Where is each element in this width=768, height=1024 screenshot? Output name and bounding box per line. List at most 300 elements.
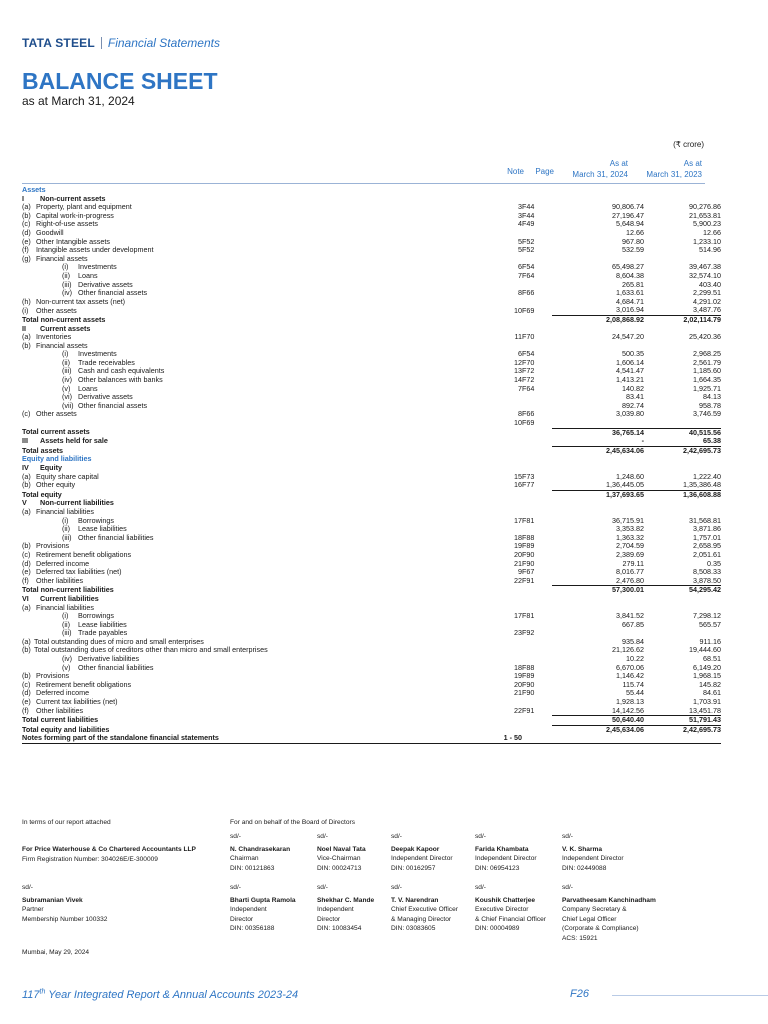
value-2023: 12.66 bbox=[703, 228, 721, 237]
row-text: Other assets bbox=[36, 306, 77, 315]
value-2023: 0.35 bbox=[707, 559, 721, 568]
row-label bbox=[22, 464, 492, 473]
sd-mark: sd/- bbox=[475, 833, 486, 840]
section-number: II bbox=[22, 324, 26, 333]
value-2023: 2,658.95 bbox=[693, 542, 721, 551]
table-row bbox=[22, 577, 721, 586]
signatory-extra: ACS: 15921 bbox=[562, 934, 598, 942]
signatory-role: Independent Director bbox=[562, 855, 624, 863]
row-text: Provisions bbox=[36, 672, 70, 681]
value-2023 bbox=[644, 455, 721, 464]
signatory bbox=[317, 883, 374, 934]
value-2023 bbox=[644, 186, 721, 195]
value-2023: 2,02,114.79 bbox=[644, 315, 721, 324]
sd-mark: sd/- bbox=[391, 833, 402, 840]
row-marker: (b) bbox=[22, 646, 31, 655]
value-2023: 21,653.81 bbox=[689, 211, 721, 220]
row-text: Deferred income bbox=[36, 689, 90, 698]
page-cell: F64 bbox=[522, 271, 535, 280]
signatory-din: DIN: 03083605 bbox=[391, 925, 436, 933]
header-section: Financial Statements bbox=[107, 36, 220, 50]
value-2024: 5,648.94 bbox=[616, 220, 644, 229]
row-text: Current tax liabilities (net) bbox=[36, 698, 118, 707]
value-2023: 1,925.71 bbox=[693, 384, 721, 393]
note-cell: 3 bbox=[518, 211, 522, 220]
page-cell: F69 bbox=[522, 306, 535, 315]
note-cell: 1 - 50 bbox=[492, 734, 522, 743]
page-title: BALANCE SHEET bbox=[22, 68, 218, 94]
row-label bbox=[22, 534, 492, 543]
page-cell: F70 bbox=[522, 333, 535, 342]
value-2024: 83.41 bbox=[626, 393, 644, 402]
row-label bbox=[22, 186, 492, 195]
row-label bbox=[22, 272, 492, 281]
table-row bbox=[22, 646, 721, 655]
table-row bbox=[22, 186, 721, 195]
section-number: III bbox=[22, 437, 28, 446]
value-2024: 2,45,634.06 bbox=[552, 725, 644, 734]
note-cell bbox=[492, 255, 522, 264]
row-label bbox=[22, 646, 492, 655]
table-row bbox=[22, 306, 721, 315]
row-marker: (d) bbox=[22, 559, 31, 568]
note-cell: 10 bbox=[514, 419, 522, 428]
note-cell bbox=[492, 325, 522, 334]
note-cell: 5 bbox=[518, 246, 522, 255]
value-2023: 2,561.79 bbox=[693, 358, 721, 367]
row-text: Trade payables bbox=[78, 629, 128, 638]
value-2023: 1,185.60 bbox=[693, 367, 721, 376]
value-2024: 2,389.69 bbox=[616, 550, 644, 559]
table-row bbox=[22, 446, 721, 455]
row-text: Assets held for sale bbox=[40, 437, 108, 446]
table-row bbox=[22, 437, 721, 446]
row-label bbox=[22, 664, 492, 673]
value-2023: 84.13 bbox=[703, 393, 721, 402]
row-text: Other Intangible assets bbox=[36, 237, 110, 246]
row-marker: (e) bbox=[22, 698, 31, 707]
value-2024: 1,248.60 bbox=[616, 472, 644, 481]
row-label bbox=[22, 212, 492, 221]
row-text: Cash and cash equivalents bbox=[78, 367, 165, 376]
row-text: Financial assets bbox=[36, 341, 88, 350]
table-row bbox=[22, 734, 721, 743]
note-cell bbox=[492, 490, 522, 499]
page-cell: F49 bbox=[522, 220, 535, 229]
header-separator bbox=[101, 37, 102, 49]
row-label bbox=[22, 255, 492, 264]
row-label bbox=[22, 333, 492, 342]
row-label bbox=[22, 595, 492, 604]
value-2024: 65,498.27 bbox=[612, 263, 644, 272]
note-cell bbox=[492, 716, 522, 726]
page-cell: F54 bbox=[522, 263, 535, 272]
row-text: Loans bbox=[78, 271, 98, 280]
value-2024: 24,547.20 bbox=[612, 333, 644, 342]
page-cell: F54 bbox=[522, 350, 535, 359]
value-2023: 40,515.56 bbox=[644, 428, 721, 437]
value-2024: 8,016.77 bbox=[616, 568, 644, 577]
sd-mark: sd/- bbox=[562, 833, 573, 840]
row-text: Inventories bbox=[36, 333, 72, 342]
row-label bbox=[22, 410, 492, 419]
note-cell bbox=[492, 725, 522, 734]
row-marker: (v) bbox=[62, 384, 71, 393]
value-2023 bbox=[644, 255, 721, 264]
value-2023: 6,149.20 bbox=[693, 663, 721, 672]
table-row bbox=[22, 272, 721, 281]
value-2023: 7,298.12 bbox=[693, 612, 721, 621]
note-cell bbox=[492, 586, 522, 595]
row-text: Deferred tax liabilities (net) bbox=[36, 568, 122, 577]
signatory-din: DIN: 00024713 bbox=[317, 864, 362, 872]
row-text: Retirement benefit obligations bbox=[36, 550, 132, 559]
table-row bbox=[22, 560, 721, 569]
note-cell: 6 bbox=[518, 350, 522, 359]
row-label bbox=[22, 621, 492, 630]
page-cell bbox=[522, 638, 552, 647]
row-marker: (h) bbox=[22, 297, 31, 306]
value-2024: 967.80 bbox=[622, 237, 644, 246]
table-row bbox=[22, 464, 721, 473]
value-2024: 2,476.80 bbox=[616, 576, 644, 585]
note-cell bbox=[492, 621, 522, 630]
page-cell: F89 bbox=[522, 672, 535, 681]
table-row bbox=[22, 716, 721, 726]
value-2023: 3,871.86 bbox=[693, 525, 721, 534]
note-cell: 12 bbox=[514, 358, 522, 367]
table-row bbox=[22, 359, 721, 368]
row-text: Non-current tax assets (net) bbox=[36, 297, 126, 306]
row-label bbox=[22, 402, 492, 411]
row-label bbox=[22, 542, 492, 551]
value-2024: 500.35 bbox=[622, 350, 644, 359]
value-2023: 39,467.38 bbox=[689, 263, 721, 272]
value-2023: 54,295.42 bbox=[644, 586, 721, 595]
table-row bbox=[22, 481, 721, 490]
value-2023: 565.57 bbox=[699, 620, 721, 629]
row-marker: (iv) bbox=[62, 655, 72, 664]
report-attached-text: In terms of our report attached bbox=[22, 819, 111, 826]
signatory bbox=[562, 832, 624, 873]
value-2023: 19,444.60 bbox=[689, 646, 721, 655]
value-2024: 1,146.42 bbox=[616, 672, 644, 681]
table-row bbox=[22, 289, 721, 298]
note-cell: 15 bbox=[514, 472, 522, 481]
page-cell bbox=[522, 455, 552, 464]
page-cell: F66 bbox=[522, 289, 535, 298]
note-cell: 6 bbox=[518, 263, 522, 272]
value-2023: 1,664.35 bbox=[693, 376, 721, 385]
table-row bbox=[22, 499, 721, 508]
row-label bbox=[22, 629, 492, 638]
signatory-name: Parvatheesam Kanchinadham bbox=[562, 896, 656, 904]
value-2023: 8,508.33 bbox=[693, 568, 721, 577]
firm-registration: Firm Registration Number: 304026E/E-300009 bbox=[22, 855, 158, 863]
page-cell bbox=[522, 298, 552, 307]
row-label bbox=[22, 325, 492, 334]
table-row bbox=[22, 342, 721, 351]
row-marker: (iii) bbox=[62, 280, 72, 289]
page-cell: F72 bbox=[522, 376, 535, 385]
value-2024: 1,413.21 bbox=[616, 376, 644, 385]
note-cell: 20 bbox=[514, 680, 522, 689]
value-2024: 140.82 bbox=[622, 384, 644, 393]
page-cell bbox=[522, 716, 552, 726]
place-date: Mumbai, May 29, 2024 bbox=[22, 949, 90, 956]
value-2024 bbox=[552, 499, 644, 508]
row-text: Total outstanding dues of micro and small enterprises bbox=[34, 637, 204, 646]
column-current-line1: As at bbox=[609, 159, 628, 168]
value-2023: 2,051.61 bbox=[693, 550, 721, 559]
page-cell: F81 bbox=[522, 612, 535, 621]
page-cell bbox=[522, 621, 552, 630]
row-marker: (c) bbox=[22, 680, 31, 689]
row-label bbox=[22, 437, 492, 446]
note-cell bbox=[492, 315, 522, 324]
page-cell: F91 bbox=[522, 706, 535, 715]
page-cell: F66 bbox=[522, 410, 535, 419]
row-label bbox=[22, 604, 492, 613]
row-label bbox=[22, 367, 492, 376]
sd-mark: sd/- bbox=[317, 833, 328, 840]
section-number: I bbox=[22, 194, 24, 203]
note-cell: 9 bbox=[518, 568, 522, 577]
row-text: Other liabilities bbox=[36, 706, 84, 715]
note-cell bbox=[492, 604, 522, 613]
note-cell: 11 bbox=[514, 333, 522, 342]
table-row bbox=[22, 698, 721, 707]
row-text: Total assets bbox=[22, 446, 64, 455]
footer-report-title bbox=[22, 988, 298, 1001]
table-row bbox=[22, 473, 721, 482]
row-text: Total current assets bbox=[22, 428, 90, 437]
row-text: Non-current assets bbox=[40, 194, 106, 203]
signatory-din: DIN: 00004989 bbox=[475, 925, 520, 933]
table-row bbox=[22, 195, 721, 204]
value-2023 bbox=[644, 325, 721, 334]
value-2023: 2,299.51 bbox=[693, 289, 721, 298]
value-2023 bbox=[644, 604, 721, 613]
note-cell bbox=[492, 186, 522, 195]
table-row bbox=[22, 333, 721, 342]
signatory-name: T. V. Narendran bbox=[391, 896, 439, 904]
value-2024: 1,928.13 bbox=[616, 698, 644, 707]
column-current bbox=[556, 158, 628, 180]
table-row bbox=[22, 263, 721, 272]
note-cell bbox=[492, 428, 522, 437]
value-2023 bbox=[644, 595, 721, 604]
row-label bbox=[22, 428, 492, 437]
value-2023: 145.82 bbox=[699, 680, 721, 689]
page-cell bbox=[522, 437, 552, 446]
table-row bbox=[22, 298, 721, 307]
signatory-din: DIN: 06954123 bbox=[475, 864, 520, 872]
row-text: Borrowings bbox=[78, 612, 114, 621]
table-row bbox=[22, 246, 721, 255]
section-number: V bbox=[22, 499, 27, 508]
note-cell: 8 bbox=[518, 410, 522, 419]
table-row bbox=[22, 595, 721, 604]
value-2024 bbox=[552, 255, 644, 264]
row-text: Financial liabilities bbox=[36, 603, 94, 612]
row-label bbox=[22, 342, 492, 351]
page-cell: F90 bbox=[522, 550, 535, 559]
page-cell bbox=[522, 490, 552, 499]
value-2024: 1,633.61 bbox=[616, 289, 644, 298]
table-row bbox=[22, 672, 721, 681]
value-2024 bbox=[552, 629, 644, 638]
value-2024 bbox=[552, 464, 644, 473]
note-cell bbox=[492, 446, 522, 455]
value-2024: 279.11 bbox=[622, 559, 644, 568]
value-2024: 14,142.56 bbox=[612, 706, 644, 715]
row-text: Notes forming part of the standalone financial statements bbox=[22, 734, 219, 743]
signatory bbox=[391, 883, 458, 934]
row-marker: (b) bbox=[22, 211, 31, 220]
row-marker: (f) bbox=[22, 576, 29, 585]
note-cell bbox=[492, 525, 522, 534]
table-row bbox=[22, 455, 721, 464]
row-label bbox=[22, 499, 492, 508]
signatory-role2: Director bbox=[317, 915, 341, 923]
row-label bbox=[22, 385, 492, 394]
table-row bbox=[22, 229, 721, 238]
row-text: Lease liabilities bbox=[78, 620, 127, 629]
note-cell bbox=[492, 298, 522, 307]
page-cell: F44 bbox=[522, 203, 535, 212]
row-label bbox=[22, 734, 492, 743]
note-cell bbox=[492, 508, 522, 517]
row-label bbox=[22, 655, 492, 664]
row-marker: (a) bbox=[22, 603, 31, 612]
row-text: Investments bbox=[78, 263, 117, 272]
note-cell: 22 bbox=[514, 576, 522, 585]
value-2023 bbox=[644, 508, 721, 517]
value-2023: 2,42,695.73 bbox=[644, 446, 721, 455]
page-cell bbox=[522, 195, 552, 204]
page-cell bbox=[522, 604, 552, 613]
row-marker: (e) bbox=[22, 568, 31, 577]
note-cell: 17 bbox=[514, 612, 522, 621]
row-label bbox=[22, 681, 492, 690]
page-cell bbox=[522, 402, 552, 411]
row-marker: (f) bbox=[22, 246, 29, 255]
currency-unit: (₹ crore) bbox=[673, 140, 704, 149]
section-number: VI bbox=[22, 594, 29, 603]
note-cell: 16 bbox=[514, 481, 522, 490]
note-cell bbox=[492, 638, 522, 647]
auditor-firm: For Price Waterhouse & Co Chartered Accountants LLP bbox=[22, 846, 196, 853]
note-cell bbox=[492, 646, 522, 655]
table-row bbox=[22, 638, 721, 647]
note-cell bbox=[492, 499, 522, 508]
table-row bbox=[22, 350, 721, 359]
row-marker: (c) bbox=[22, 550, 31, 559]
row-label bbox=[22, 586, 492, 595]
page-cell: F81 bbox=[522, 516, 535, 525]
note-cell: 23 bbox=[514, 629, 522, 638]
value-2024: 6,670.06 bbox=[616, 663, 644, 672]
row-text: Derivative liabilities bbox=[78, 655, 140, 664]
page-cell bbox=[522, 734, 552, 743]
row-text: Current liabilities bbox=[40, 594, 99, 603]
page-cell bbox=[522, 255, 552, 264]
note-cell bbox=[492, 455, 522, 464]
row-text: Other equity bbox=[36, 481, 76, 490]
value-2024: 8,604.38 bbox=[616, 271, 644, 280]
value-2024: 10.22 bbox=[626, 655, 644, 664]
row-text: Assets bbox=[22, 186, 46, 194]
signatory-name: Farida Khambata bbox=[475, 845, 529, 853]
value-2023: 2,42,695.73 bbox=[644, 725, 721, 734]
row-text: Financial liabilities bbox=[36, 507, 94, 516]
value-2023: 1,968.15 bbox=[693, 672, 721, 681]
signatory-din: DIN: 00356188 bbox=[230, 925, 275, 933]
value-2024: 1,363.32 bbox=[616, 533, 644, 542]
row-text: Total outstanding dues of creditors other than micro and small enterprises bbox=[34, 646, 268, 655]
signatory-name: Shekhar C. Mande bbox=[317, 896, 375, 904]
signatory-name: V. K. Sharma bbox=[562, 845, 603, 853]
value-2024: 36,715.91 bbox=[612, 516, 644, 525]
value-2023: 1,233.10 bbox=[693, 237, 721, 246]
row-label bbox=[22, 195, 492, 204]
row-label bbox=[22, 306, 492, 315]
value-2023: 3,487.76 bbox=[693, 306, 721, 315]
page-cell bbox=[522, 186, 552, 195]
table-row bbox=[22, 725, 721, 734]
table-row bbox=[22, 612, 721, 621]
value-2023 bbox=[644, 195, 721, 204]
note-cell: 8 bbox=[518, 289, 522, 298]
table-row bbox=[22, 385, 721, 394]
row-text: Total current liabilities bbox=[22, 715, 99, 725]
row-text: Other financial assets bbox=[78, 289, 148, 298]
signatory-name: Noel Naval Tata bbox=[317, 845, 366, 853]
row-marker: (g) bbox=[22, 254, 31, 263]
note-cell bbox=[492, 393, 522, 402]
note-cell: 21 bbox=[514, 559, 522, 568]
column-note: Note bbox=[507, 167, 524, 176]
value-2024: 2,45,634.06 bbox=[552, 446, 644, 455]
value-2024: 50,640.40 bbox=[552, 716, 644, 726]
signatory-name: Bharti Gupta Ramola bbox=[230, 896, 296, 904]
auditor-block bbox=[22, 845, 196, 864]
row-text: Trade receivables bbox=[78, 358, 135, 367]
table-row bbox=[22, 393, 721, 402]
row-label bbox=[22, 229, 492, 238]
value-2023: 68.51 bbox=[703, 655, 721, 664]
row-text: Total equity bbox=[22, 490, 62, 499]
sd-mark: sd/- bbox=[317, 884, 328, 891]
note-cell bbox=[492, 195, 522, 204]
page-cell bbox=[522, 595, 552, 604]
value-2024 bbox=[552, 595, 644, 604]
table-row bbox=[22, 629, 721, 638]
page-cell: F52 bbox=[522, 246, 535, 255]
row-label bbox=[22, 517, 492, 526]
table-row bbox=[22, 586, 721, 595]
table-row bbox=[22, 689, 721, 698]
row-label bbox=[22, 246, 492, 255]
value-2024 bbox=[552, 419, 644, 428]
row-marker: (f) bbox=[22, 706, 29, 715]
signatory-role: Independent Director bbox=[475, 855, 537, 863]
table-row bbox=[22, 542, 721, 551]
value-2024: - bbox=[641, 437, 644, 446]
value-2024: 4,541.47 bbox=[616, 367, 644, 376]
page-cell bbox=[522, 325, 552, 334]
